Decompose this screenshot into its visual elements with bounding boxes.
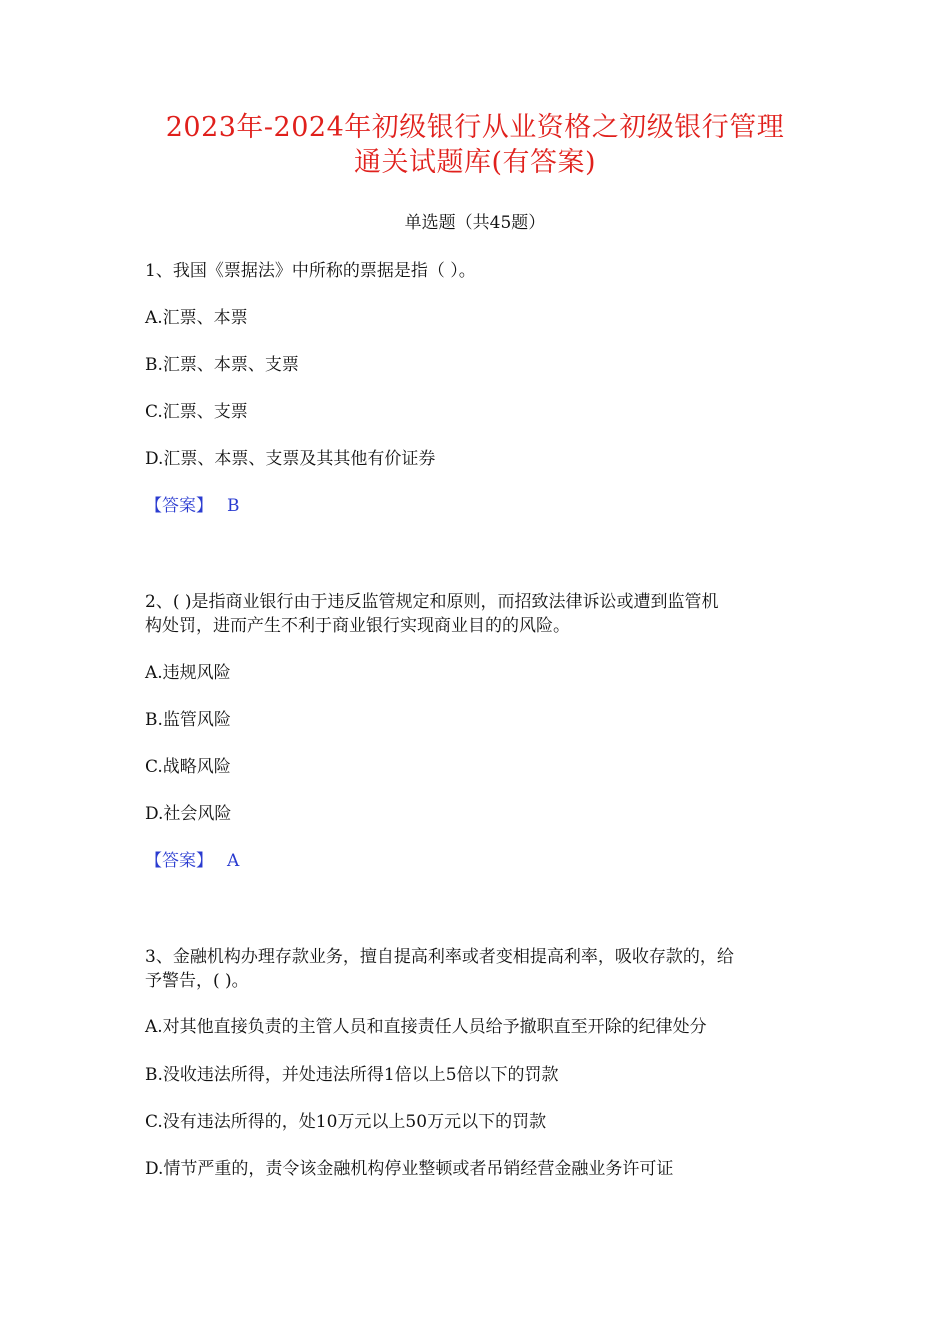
answer-tag: 【答案】	[145, 496, 213, 516]
answer-value: A	[227, 851, 240, 871]
question-1-option-b: B.汇票、本票、支票	[145, 355, 299, 375]
document-title-line-2: 通关试题库(有答案)	[353, 147, 597, 178]
question-2-stem-line-2: 构处罚，进而产生不利于商业银行实现商业目的的风险。	[145, 616, 570, 636]
question-2-stem-line-1: 2、( )是指商业银行由于违反监管规定和原则，而招致法律诉讼或遭到监管机	[145, 592, 719, 612]
answer-tag: 【答案】	[145, 851, 213, 871]
question-1-stem: 1、我国《票据法》中所称的票据是指（ ）。	[145, 261, 476, 281]
question-2-option-b: B.监管风险	[145, 710, 231, 730]
question-3-option-a: A.对其他直接负责的主管人员和直接责任人员给予撤职直至开除的纪律处分	[145, 1017, 707, 1037]
question-1-option-c: C.汇票、支票	[145, 402, 248, 422]
question-2-answer	[145, 849, 239, 873]
question-3-option-d: D.情节严重的，责令该金融机构停业整顿或者吊销经营金融业务许可证	[145, 1159, 674, 1179]
answer-value: B	[227, 496, 240, 516]
question-3-stem-line-2: 予警告，( )。	[145, 971, 249, 991]
question-1-option-d: D.汇票、本票、支票及其其他有价证券	[145, 449, 436, 469]
question-3-stem-line-1: 3、金融机构办理存款业务，擅自提高利率或者变相提高利率，吸收存款的，给	[145, 947, 734, 967]
question-1-answer	[145, 494, 240, 518]
question-2-option-c: C.战略风险	[145, 757, 231, 777]
document-title-line-1: 2023年-2024年初级银行从业资格之初级银行管理	[165, 112, 785, 143]
question-2-option-a: A.违规风险	[145, 663, 231, 683]
question-3-option-c: C.没有违法所得的，处10万元以上50万元以下的罚款	[145, 1112, 547, 1132]
section-heading: 单选题（共45题）	[404, 213, 546, 233]
question-3-option-b: B.没收违法所得，并处违法所得1倍以上5倍以下的罚款	[145, 1065, 559, 1085]
question-1-option-a: A.汇票、本票	[145, 308, 248, 328]
question-2-option-d: D.社会风险	[145, 804, 232, 824]
